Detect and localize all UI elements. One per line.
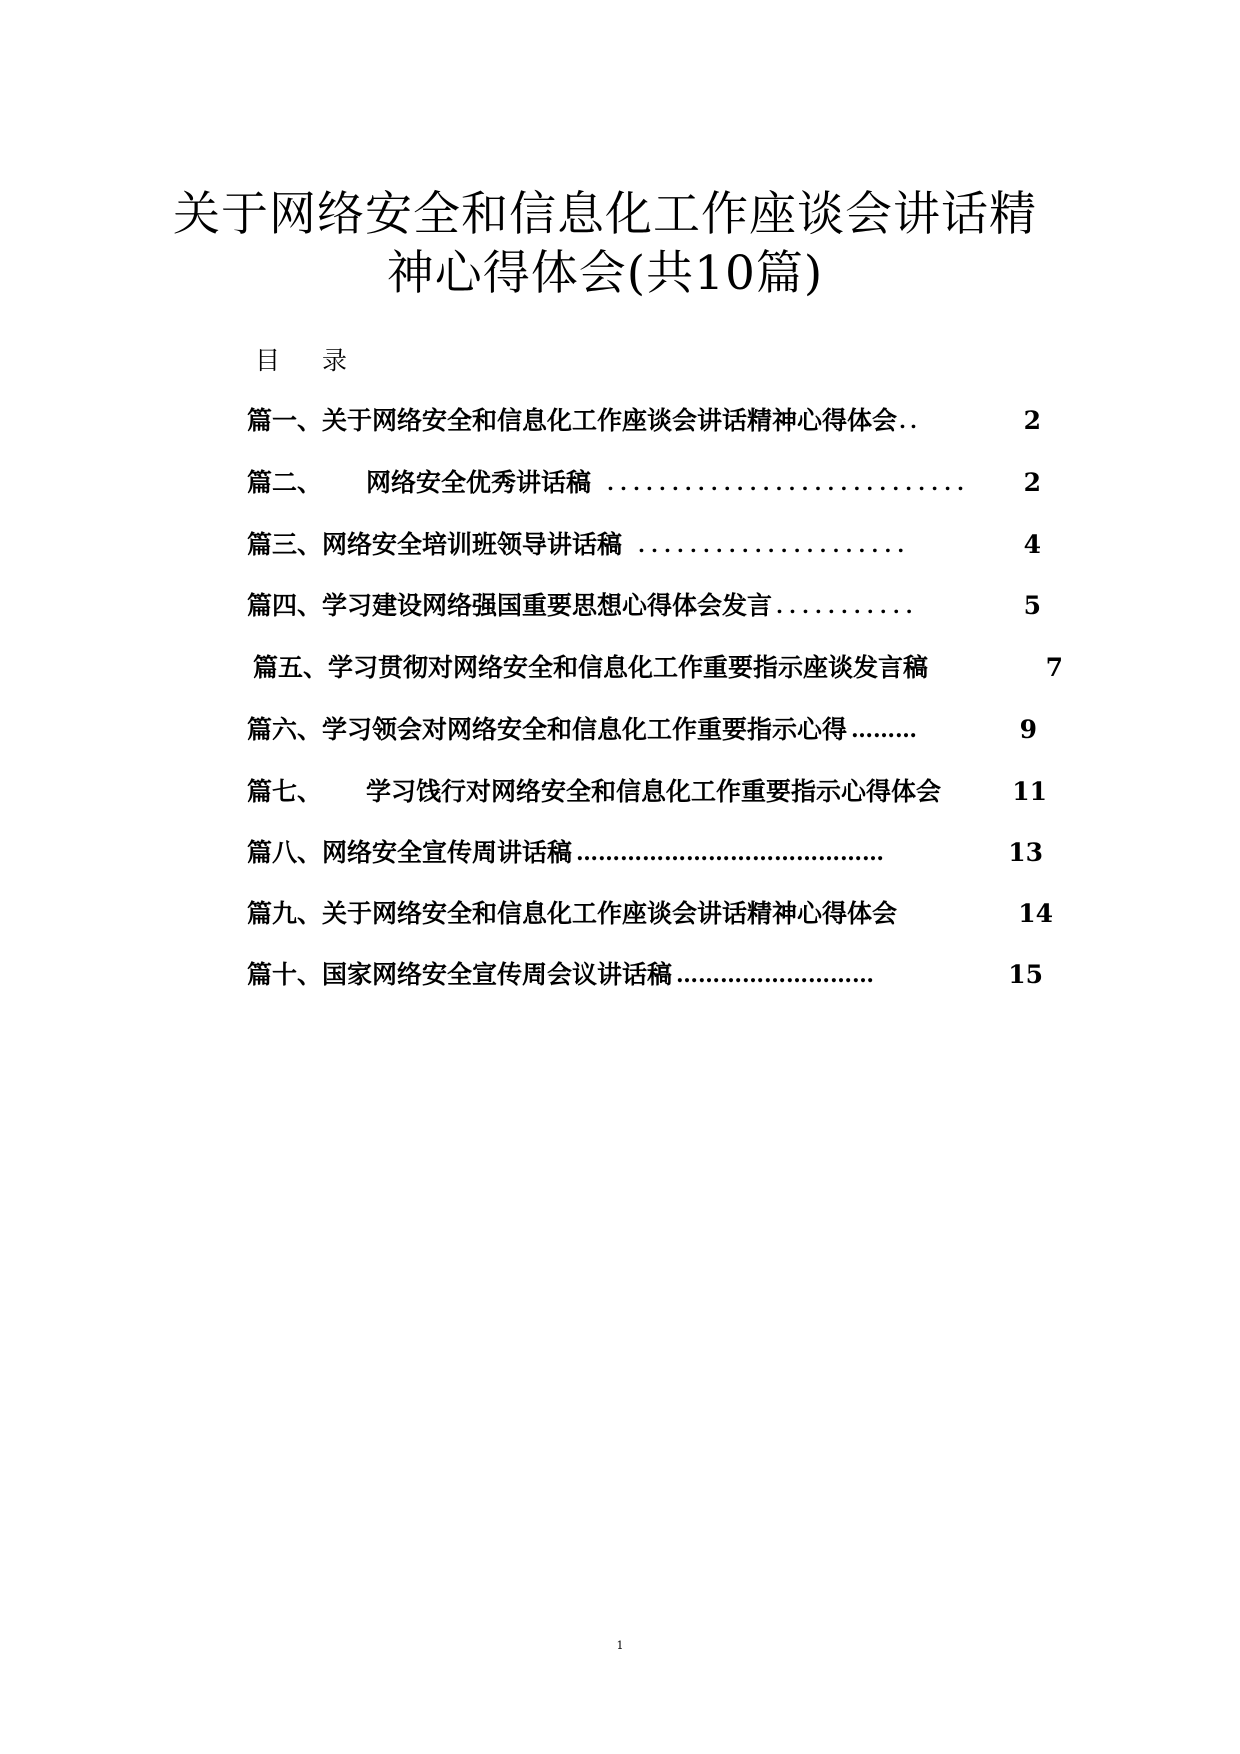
toc-heading-char-1: 目 (255, 346, 281, 375)
toc-entry-number: 篇三、 (247, 530, 323, 559)
toc-entry-page: 15 (1008, 960, 1043, 989)
toc-entry-leader: .. (899, 409, 921, 433)
toc-entry-leader: ..................... (638, 533, 911, 557)
toc-entry-page: 5 (1023, 591, 1041, 620)
toc-heading-char-2: 录 (322, 346, 348, 375)
toc-entry-10[interactable] (247, 958, 1043, 992)
document-title-line-2: 神心得体会(共10篇) (386, 246, 824, 301)
toc-entry-number: 篇九、 (247, 899, 323, 928)
toc-entry-leader: …………………………………… (576, 840, 885, 866)
toc-entry-title: 网络安全优秀讲话稿 (366, 468, 592, 497)
toc-entry-title: 关于网络安全和信息化工作座谈会讲话精神心得体会 (322, 899, 898, 928)
toc-entry-6[interactable] (247, 713, 1037, 747)
toc-entry-page: 7 (1045, 653, 1063, 682)
toc-entry-4[interactable] (247, 589, 1041, 623)
toc-entry-title: 国家网络安全宣传周会议讲话稿 (322, 960, 673, 989)
toc-entry-title: 学习贯彻对网络安全和信息化工作重要指示座谈发言稿 (328, 653, 929, 682)
toc-entry-title: 学习建设网络强国重要思想心得体会发言 (322, 591, 773, 620)
toc-entry-leader: ……………………… (676, 962, 875, 988)
toc-entry-number: 篇十、 (247, 960, 323, 989)
toc-entry-title: 关于网络安全和信息化工作座谈会讲话精神心得体会 (322, 406, 898, 435)
toc-entry-8[interactable] (247, 836, 1043, 870)
toc-entry-title: 学习领会对网络安全和信息化工作重要指示心得 (322, 715, 848, 744)
toc-entry-2[interactable] (247, 466, 1041, 500)
toc-entry-title: 网络安全培训班领导讲话稿 (322, 530, 623, 559)
toc-entry-page: 2 (1023, 406, 1041, 435)
toc-entry-number: 篇五、 (253, 653, 329, 682)
toc-entry-page: 2 (1023, 468, 1041, 497)
toc-entry-number: 篇一、 (247, 406, 323, 435)
toc-entry-number: 篇六、 (247, 715, 323, 744)
toc-entry-page: 11 (1012, 777, 1047, 806)
toc-entry-5[interactable] (253, 651, 1063, 685)
toc-entry-leader: ........... (776, 594, 919, 618)
toc-entry-page: 4 (1023, 530, 1041, 559)
toc-entry-number: 篇八、 (247, 838, 323, 867)
toc-entry-leader: ............................ (607, 471, 970, 495)
toc-entry-page: 13 (1008, 838, 1043, 867)
toc-entry-leader: ……… (851, 717, 918, 743)
toc-entry-3[interactable] (247, 528, 1041, 562)
page-number: 1 (616, 1639, 624, 1652)
toc-entry-1[interactable] (247, 404, 1041, 438)
toc-entry-number: 篇四、 (247, 591, 323, 620)
toc-entry-title: 网络安全宣传周讲话稿 (322, 838, 573, 867)
toc-entry-9[interactable] (247, 897, 1053, 931)
toc-entry-number: 篇二、 (247, 468, 323, 497)
toc-entry-page: 9 (1019, 715, 1037, 744)
document-title-line-1: 关于网络安全和信息化工作座谈会讲话精 (173, 187, 1037, 242)
toc-entry-7[interactable] (247, 775, 1047, 809)
toc-entry-number: 篇七、 (247, 777, 323, 806)
toc-entry-title: 学习饯行对网络安全和信息化工作重要指示心得体会 (366, 777, 942, 806)
toc-entry-page: 14 (1018, 899, 1053, 928)
